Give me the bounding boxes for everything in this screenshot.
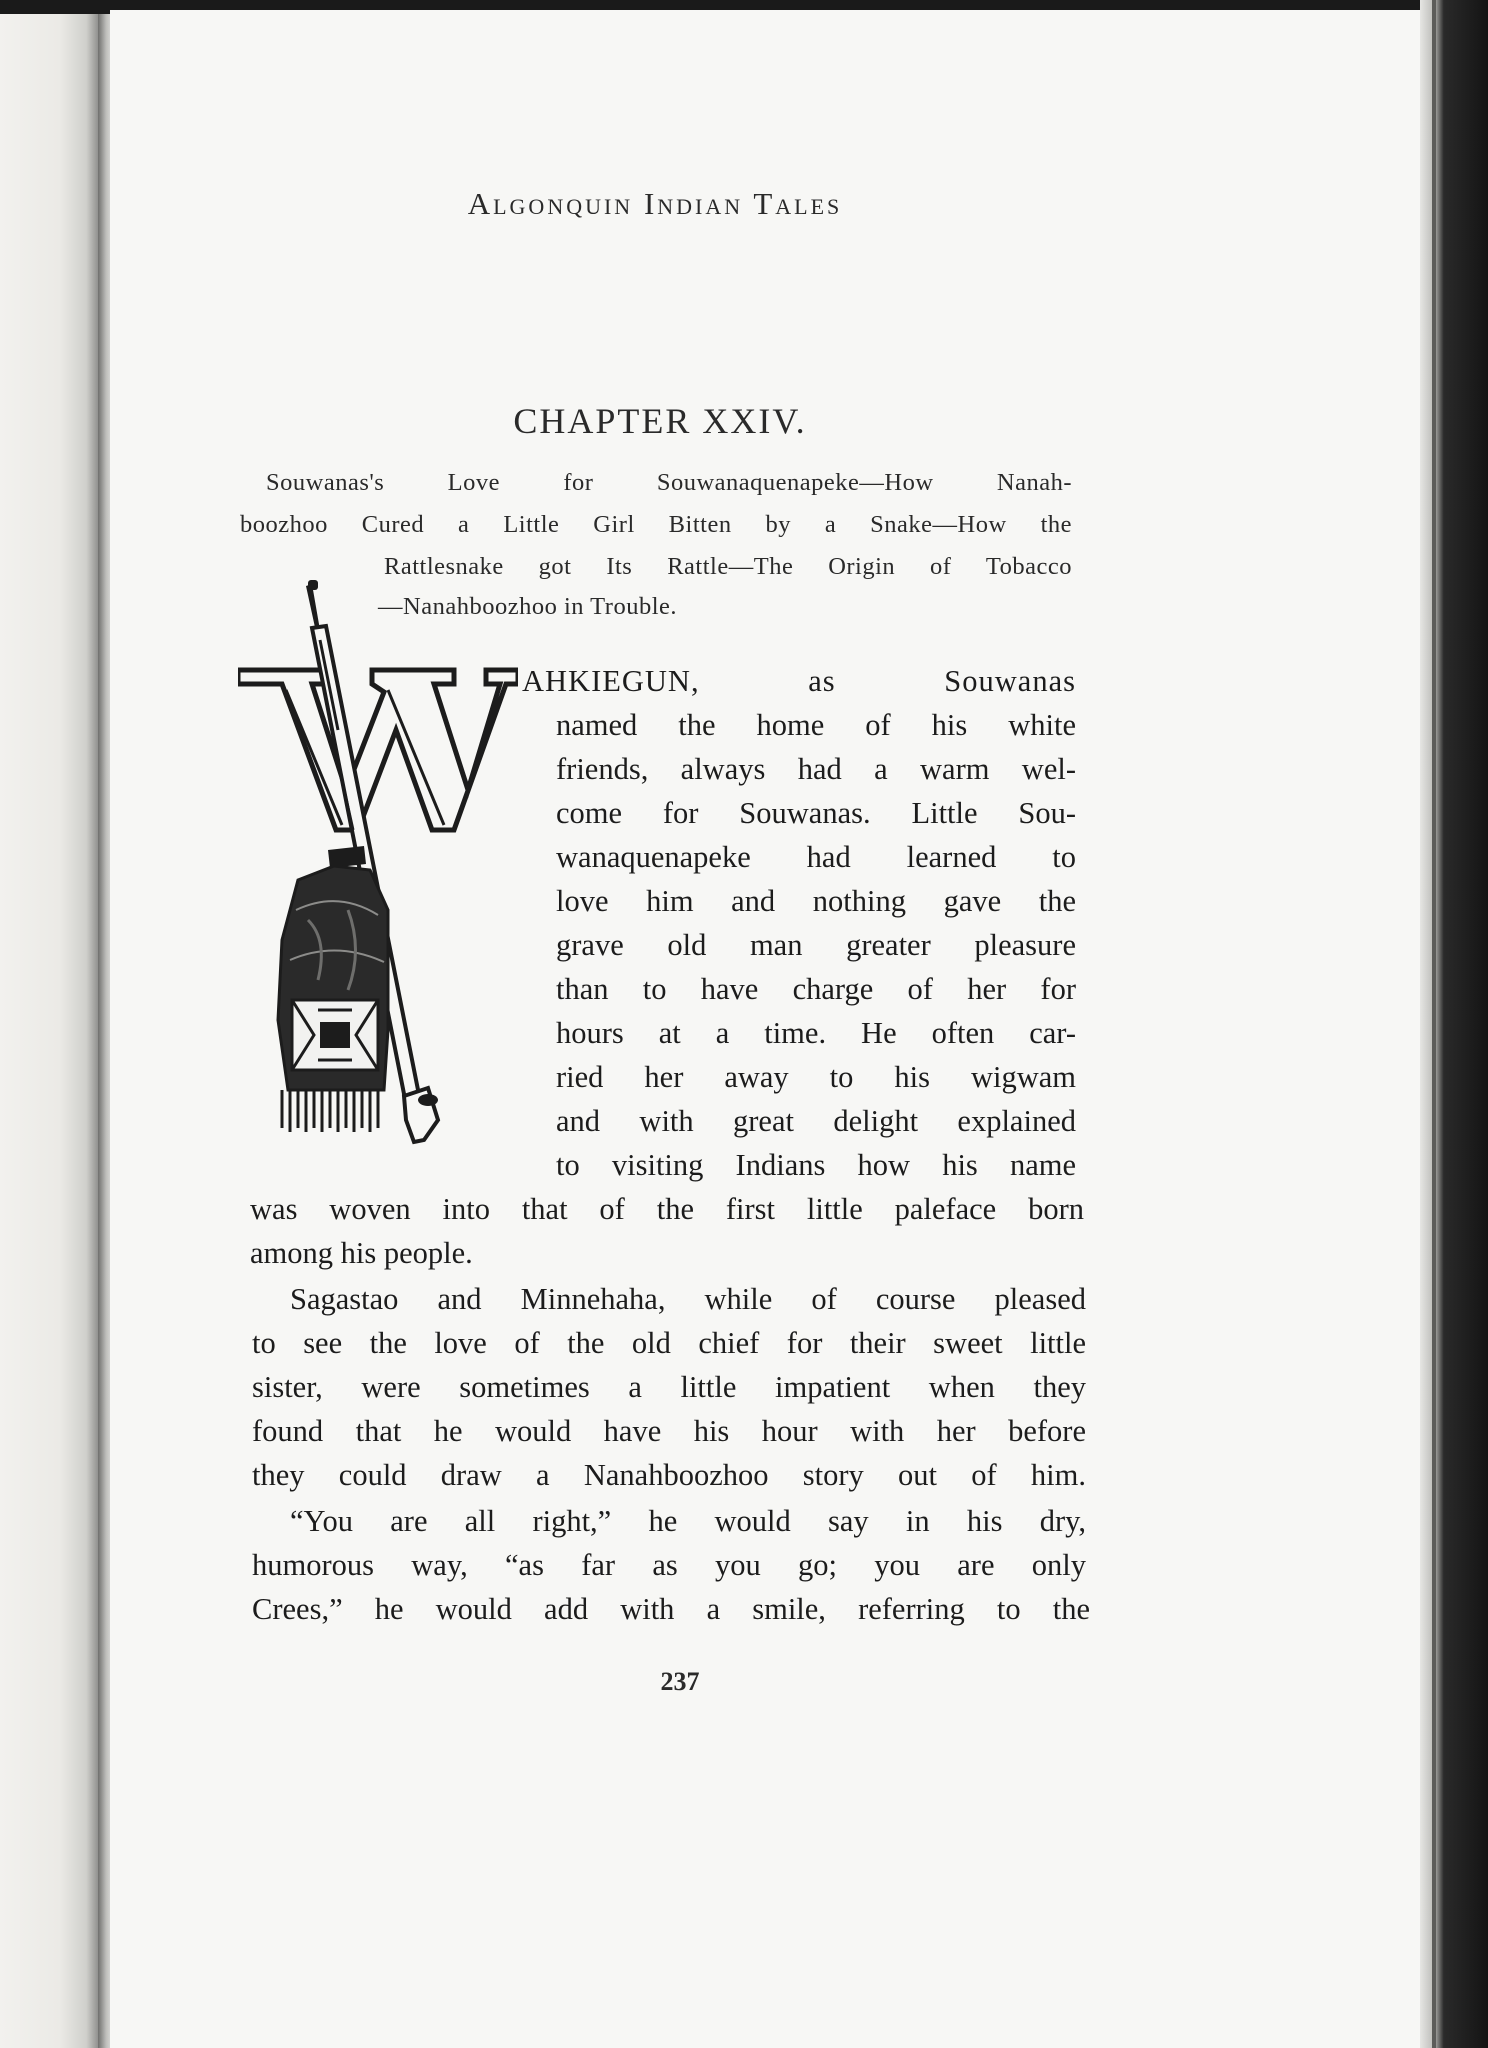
text-line: among his people. [250,1236,473,1270]
running-head: Algonquin Indian Tales [467,186,843,221]
summary-line: boozhoo Cured a Little Girl Bitten by a Snake—How the [240,511,1072,538]
chapter-title: CHAPTER XXIV. [513,401,807,441]
text-line: found that he would have his hour with her before [252,1414,1086,1448]
left-page-edge [0,14,108,2048]
tobacco-pouch-icon [278,846,388,1132]
page-number: 237 [660,1667,700,1696]
text-line: to visiting Indians how his name [556,1148,1076,1182]
drop-cap-letter-w [238,670,518,830]
text-line: to see the love of the old chief for their sweet little [252,1326,1086,1360]
text-line: Crees,” he would add with a smile, referring to the [252,1592,1090,1626]
text-line: grave old man greater pleasure [556,928,1076,962]
text-line: ried her away to his wigwam [556,1060,1076,1094]
text-line: and with great delight explained [556,1104,1076,1138]
text-line: hours at a time. He often car- [556,1016,1076,1050]
text-line: was woven into that of the first little paleface born [250,1192,1084,1226]
summary-line: —Nanahboozhoo in Trouble. [378,593,677,620]
text-line: wanaquenapeke had learned to [556,840,1076,874]
text-line: friends, always had a warm wel- [556,752,1076,786]
page-edge-line [1432,0,1436,2048]
text-line: love him and nothing gave the [556,884,1076,918]
text-line: AHKIEGUN, as Souwanas [522,664,1076,698]
text-line: “You are all right,” he would say in his dry, [290,1504,1086,1538]
summary-line: Souwanas's Love for Souwanaquenapeke—How Nanah- [266,469,1072,496]
drop-cap-illustration [238,580,518,1160]
summary-line: Rattlesnake got Its Rattle—The Origin of Tobacco [384,553,1072,580]
text-line: named the home of his white [556,708,1076,742]
text-line: Sagastao and Minnehaha, while of course pleased [290,1282,1086,1316]
text-line: sister, were sometimes a little impatient when they [252,1370,1086,1404]
text-line: they could draw a Nanahboozhoo story out of him. [252,1458,1086,1492]
text-line: come for Souwanas. Little Sou- [556,796,1076,830]
text-line: humorous way, “as far as you go; you are only [252,1548,1086,1582]
right-page-edge [1420,0,1488,2048]
text-line: than to have charge of her for [556,972,1076,1006]
